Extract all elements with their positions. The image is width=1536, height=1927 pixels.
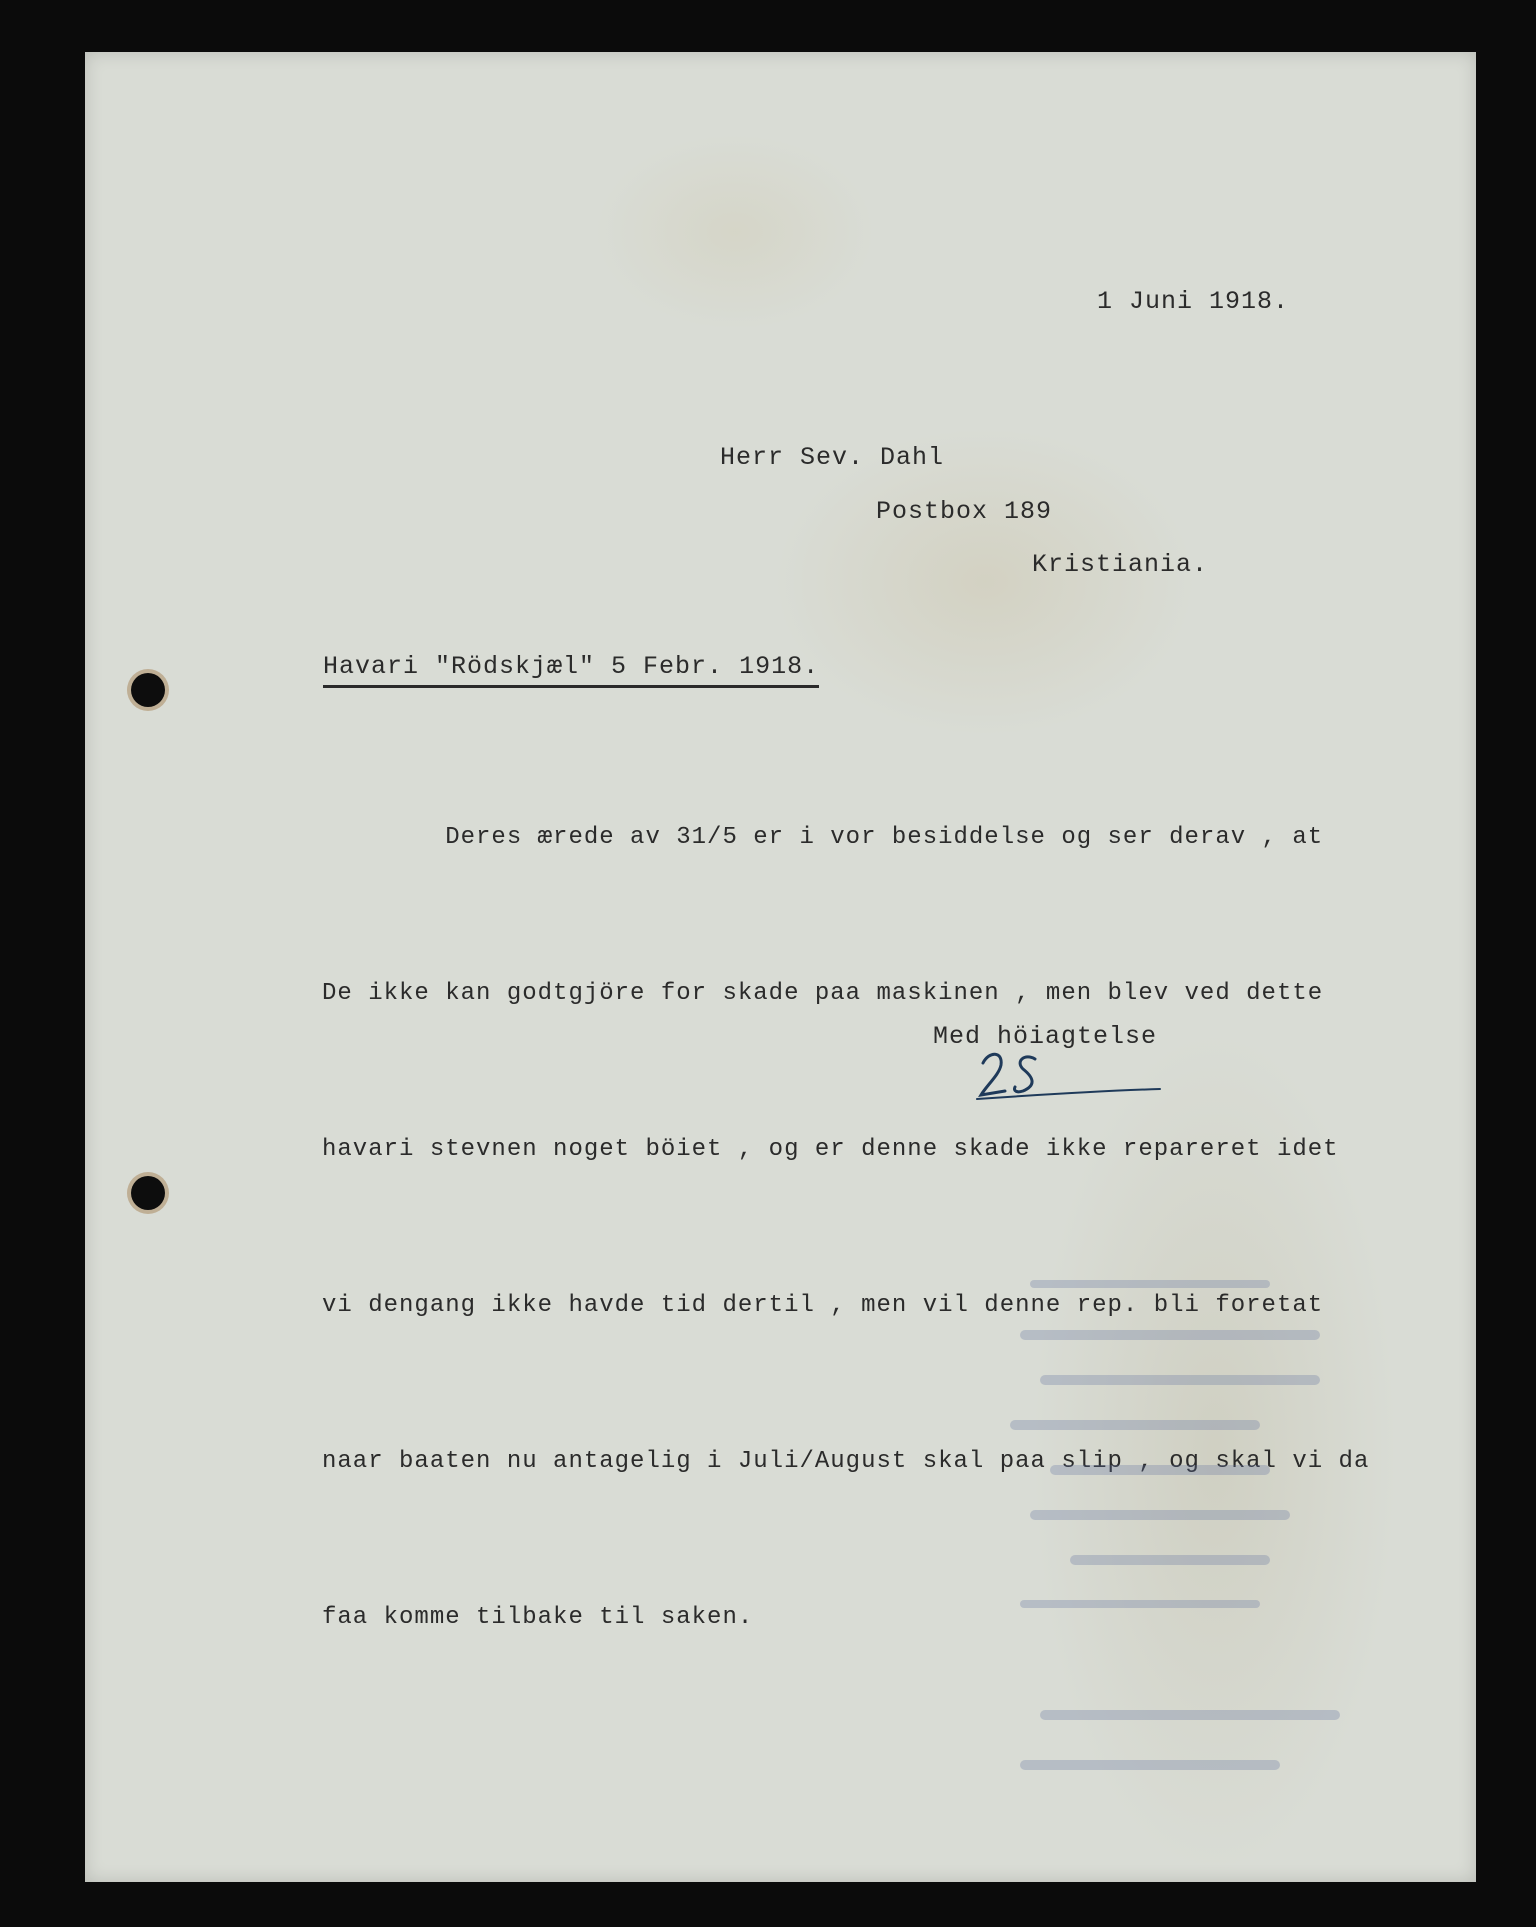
body-line: naar baaten nu antagelig i Juli/August skal paa slip , og skal vi da: [322, 1448, 1370, 1475]
ink-bleed-through: [980, 1120, 1400, 1810]
letter-subject: Havari "Rödskjæl" 5 Febr. 1918.: [323, 652, 819, 688]
punch-hole-top: [131, 673, 165, 707]
body-line: Deres ærede av 31/5 er i vor besiddelse og ser derav , at: [322, 824, 1324, 851]
recipient-name: Herr Sev. Dahl: [720, 443, 945, 472]
body-line: havari stevnen noget böiet , og er denne skade ikke repareret idet: [322, 1136, 1339, 1163]
recipient-city: Kristiania.: [1032, 550, 1209, 579]
recipient-address: Postbox 189: [876, 497, 1053, 526]
closing-salutation: Med höiagtelse: [933, 1022, 1158, 1051]
letter-date: 1 Juni 1918.: [1097, 287, 1290, 316]
signature-initials: [975, 1045, 1165, 1105]
body-line: faa komme tilbake til saken.: [322, 1604, 754, 1631]
body-line: vi dengang ikke havde tid dertil , men vil denne rep. bli foretat: [322, 1292, 1324, 1319]
body-line: De ikke kan godtgjöre for skade paa maskinen , men blev ved dette: [322, 980, 1324, 1007]
punch-hole-bottom: [131, 1176, 165, 1210]
